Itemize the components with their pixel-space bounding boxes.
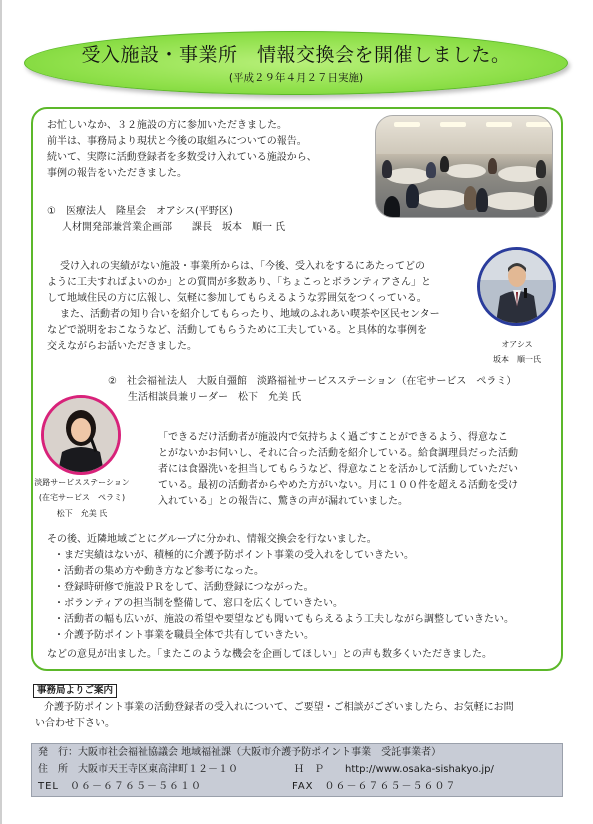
report1-body-line: などで説明をおこなうなど、活動してもらうために工夫している。と具体的な事例を bbox=[47, 325, 427, 336]
notice-title: 事務局よりご案内 bbox=[33, 684, 117, 698]
notice-line: い合わせ下さい。 bbox=[35, 718, 115, 729]
groups-bullet: ・登録時研修で施設ＰＲをして、活動登録につながった。 bbox=[54, 582, 314, 593]
report1-body-line: 交えながらお話いただきました。 bbox=[47, 341, 197, 352]
intro-line: 続いて、実際に活動登録者を多数受け入れている施設から、 bbox=[47, 152, 317, 163]
page-title: 受入施設・事業所 情報交換会を開催しました。 bbox=[81, 44, 511, 66]
report1-body-line: ように工夫すればよいのか」との質問が多数あり、「ちょこっとボランティアさん」と bbox=[47, 277, 431, 288]
report1-body-line: して地域住民の方に広報し、気軽に参加してもらえるような雰囲気をつくっている。 bbox=[47, 293, 427, 304]
report1-body-line: 受け入れの実績がない施設・事業所からは、「今後、受入れをするにあたってどの bbox=[60, 261, 425, 272]
groups-bullet: ・介護予防ポイント事業を職員全体で共有していきたい。 bbox=[54, 630, 314, 641]
groups-bullet: ・活動者の集め方や動き方など参考になった。 bbox=[54, 566, 264, 577]
report2-body-line: 入れている」との報告に、驚きの声が漏れていました。 bbox=[158, 496, 408, 507]
groups-bullet: ・まだ実績はないが、積極的に介護予防ポイント事業の受入れをしていきたい。 bbox=[54, 550, 414, 561]
footer-hp-label: Ｈ Ｐ bbox=[294, 764, 324, 775]
report2-body-line: 者には食器洗いを担当してもらうなど、得意なことを活かして活動していただい bbox=[158, 464, 518, 475]
notice-line: 介護予防ポイント事業の活動登録者の受入れについて、ご要望・ご相談がございましたら、お気軽にお問 bbox=[44, 702, 514, 713]
woman-photo-caption-name: 松下 允美 氏 bbox=[56, 509, 108, 518]
footer-address: 住 所 大阪市天王寺区東高津町１２－１０ bbox=[38, 764, 238, 775]
report1-person: 人材開発部兼営業企画部 課長 坂本 順一 氏 bbox=[62, 222, 286, 233]
footer-hp-url[interactable]: http://www.osaka-sishakyo.jp/ bbox=[345, 764, 494, 775]
report2-body-line: とがないかお伺いし、それに合った活動を紹介している。給食調理員だった活動 bbox=[158, 448, 518, 459]
footer-fax: FAX ０６－６７６５－５６０７ bbox=[292, 781, 457, 792]
event-date: (平成２９年４月２７日実施) bbox=[228, 72, 364, 84]
report2-body-line: ている。最初の活動者からやめた方がいない。月に１００件を超える活動を受け bbox=[158, 480, 518, 491]
report2-heading: ② 社会福祉法人 大阪自彊館 淡路福祉サービスステーション（在宅サービス ぺラミ） bbox=[108, 376, 517, 387]
groups-bullet: ・ボランティアの担当制を整備して、窓口を広くしていきたい。 bbox=[54, 598, 343, 609]
intro-line: 前半は、事務局より現状と今後の取組みについての報告。 bbox=[47, 136, 307, 147]
groups-closing: などの意見が出ました。「またこのような機会を企画してほしい」との声も数多くいただきました。 bbox=[47, 649, 492, 660]
meeting-room-photo bbox=[375, 115, 553, 218]
woman-photo-caption-org: 淡路サービスステーション bbox=[34, 478, 130, 487]
footer-tel: TEL ０６－６７６５－５６１０ bbox=[38, 781, 202, 792]
groups-lead: その後、近隣地域ごとにグループに分かれ、情報交換会を行ないました。 bbox=[47, 534, 377, 545]
footer-publisher: 発 行：大阪市社会福祉協議会 地域福祉課（大阪市介護予防ポイント事業 受託事業者） bbox=[38, 747, 442, 758]
groups-bullet: ・活動者の幅も広いが、施設の希望や要望なども聞いてもらえるよう工夫しながら調整していきたい。 bbox=[54, 614, 514, 625]
woman-photo-caption-service: (在宅サービス ぺラミ) bbox=[38, 493, 126, 502]
speaker-photo-sakamoto bbox=[477, 247, 556, 326]
intro-line: 事例の報告をいただきました。 bbox=[47, 168, 187, 179]
intro-line: お忙しいなか、３２施設の方に参加いただきました。 bbox=[47, 120, 287, 131]
report1-body-line: また、活動者の知り合いを紹介してもらったり、地域のふれあい喫茶や区民センター bbox=[60, 309, 440, 320]
report2-person: 生活相談員兼リーダー 松下 允美 氏 bbox=[128, 392, 302, 403]
report1-heading: ① 医療法人 隆星会 オアシス(平野区) bbox=[47, 206, 233, 217]
report2-body-line: 「できるだけ活動者が施設内で気持ちよく過ごすことができるよう、得意なこ bbox=[158, 432, 508, 443]
man-photo-caption-name: 坂本 順一氏 bbox=[493, 355, 541, 364]
man-photo-caption-org: オアシス bbox=[501, 340, 533, 349]
speaker-photo-matsushita bbox=[41, 395, 121, 475]
